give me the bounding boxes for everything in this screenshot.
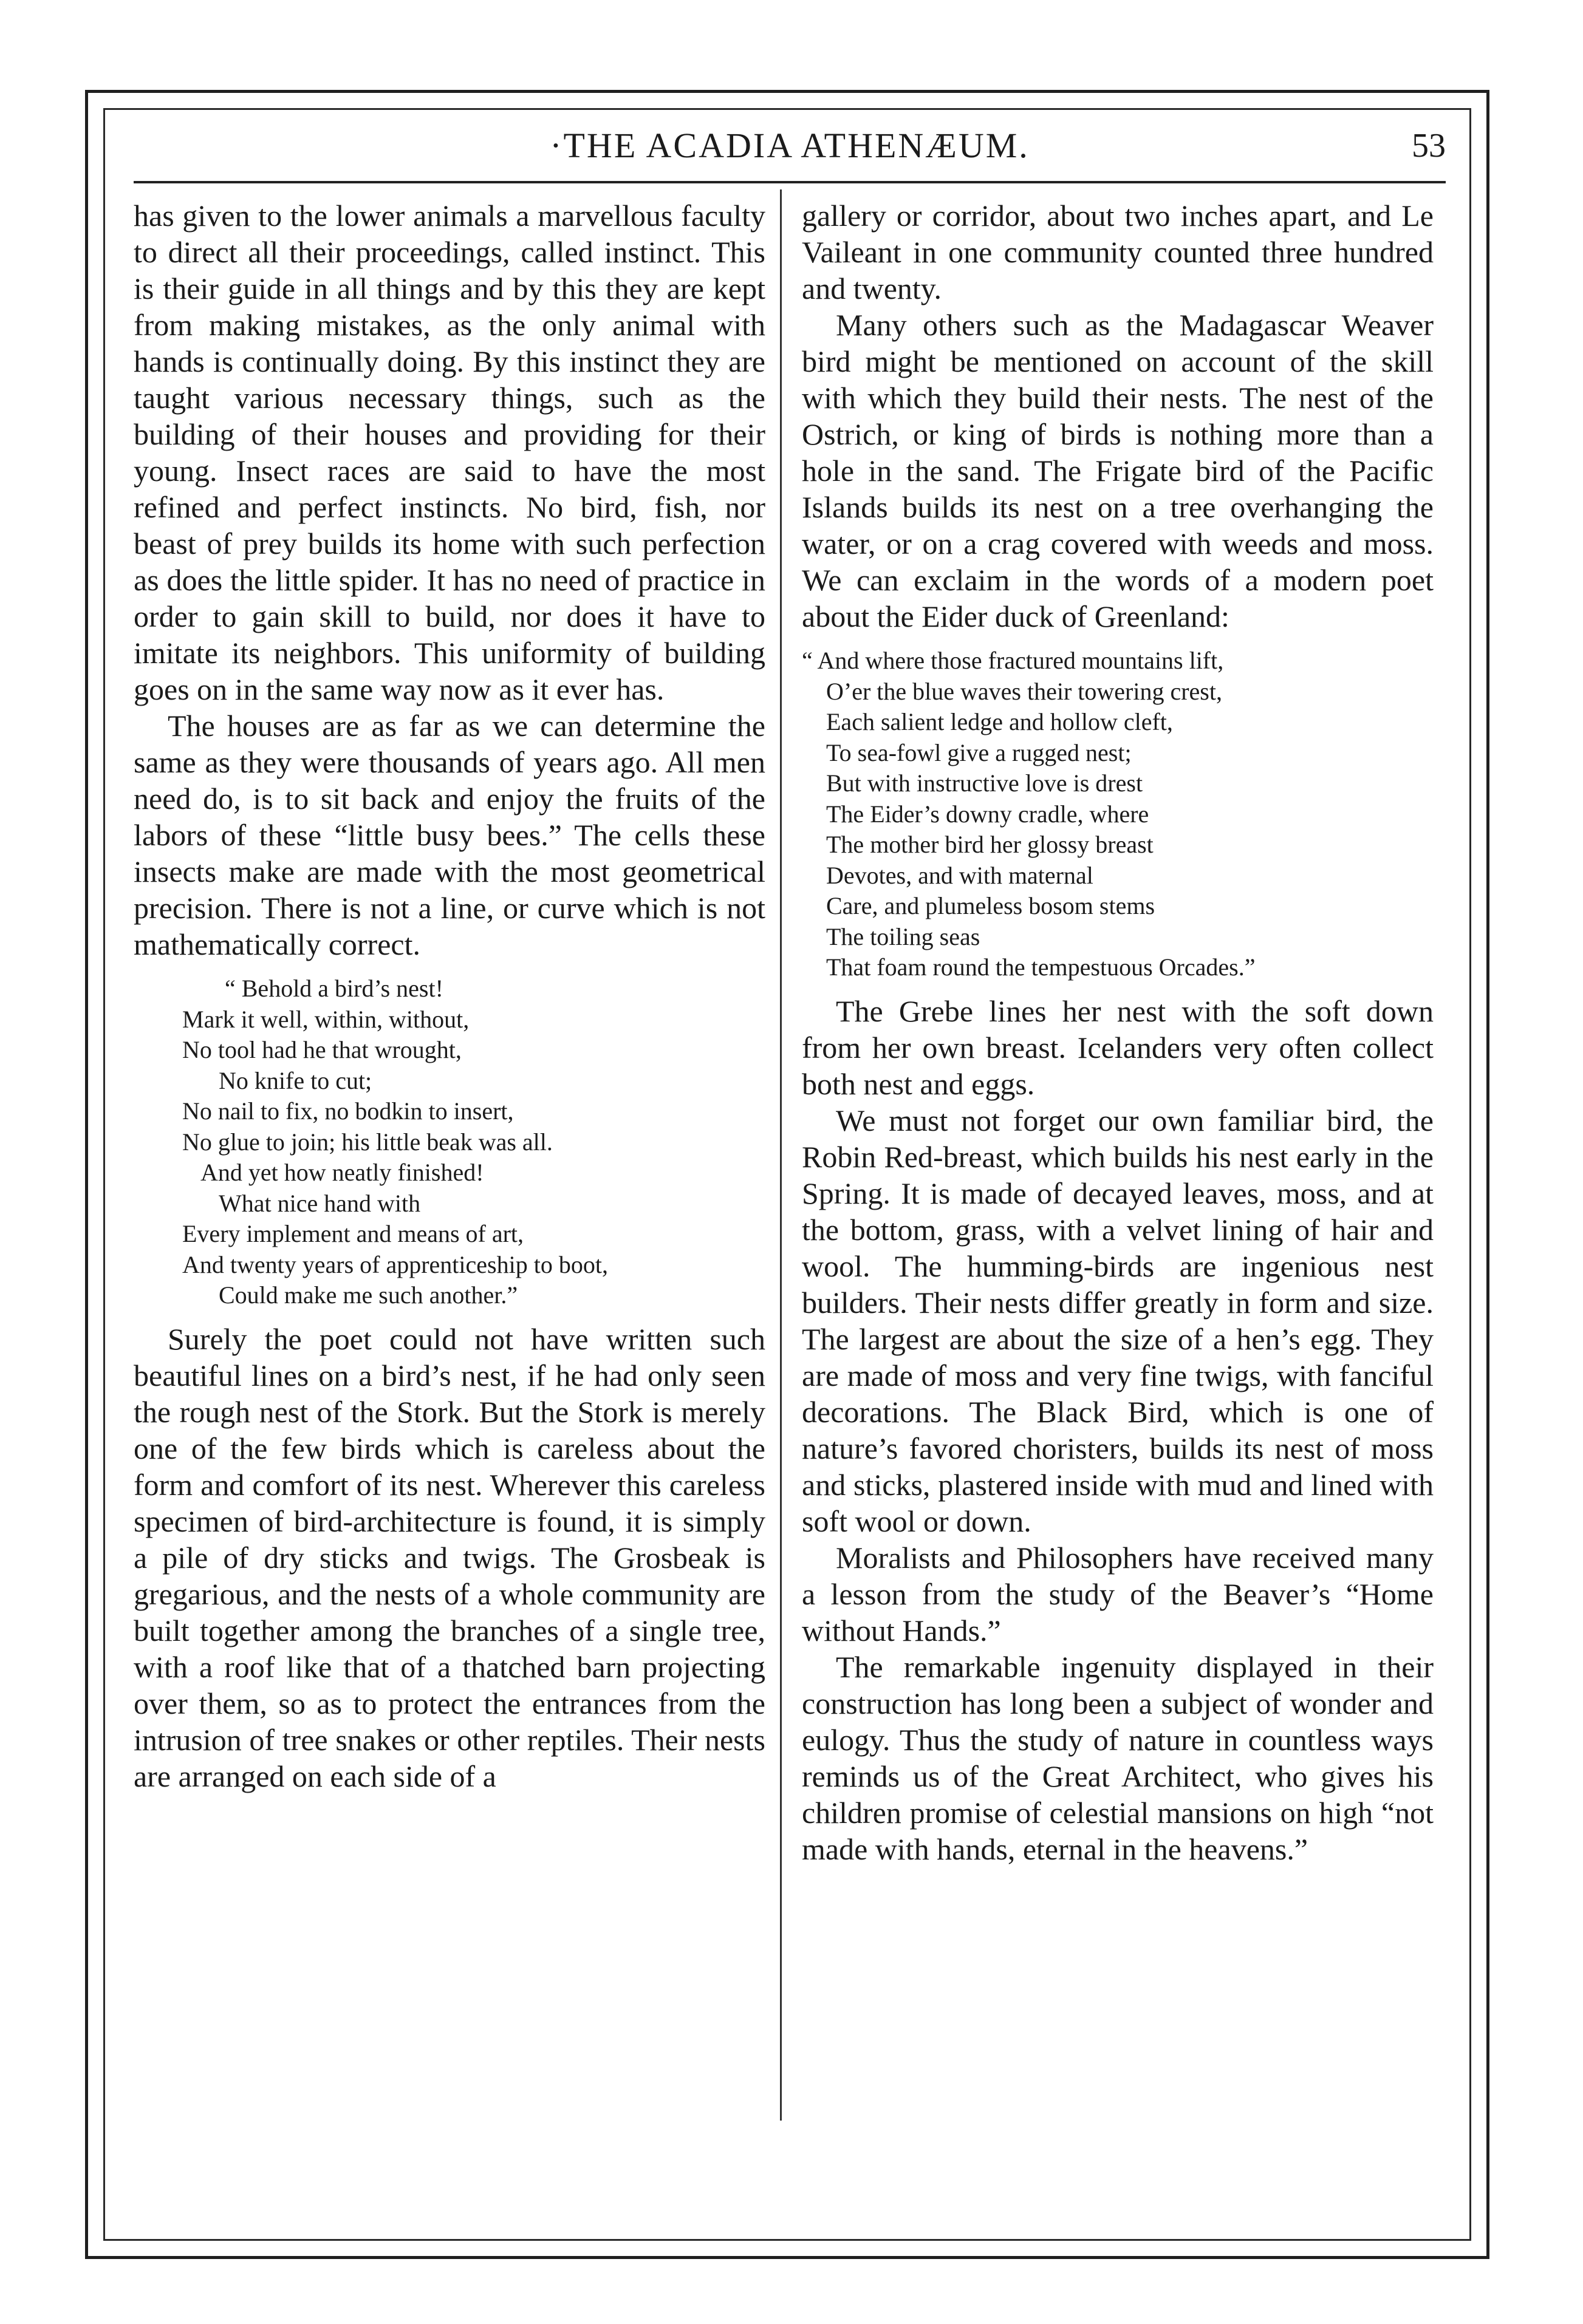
right-paragraph-1: gallery or corridor, about two inches apart, and Le Vaileant in one community counted three hundred and twenty. bbox=[802, 199, 1434, 305]
poem-line: That foam round the tempestuous Orcades.” bbox=[826, 953, 1256, 981]
running-head bbox=[134, 121, 1446, 170]
poem-line: Could make me such another.” bbox=[219, 1281, 518, 1309]
poem-line: No knife to cut; bbox=[219, 1066, 372, 1094]
poem-line: “ And where those fractured mountains lift, bbox=[802, 647, 1224, 674]
right-column bbox=[802, 197, 1434, 1867]
poem-line: What nice hand with bbox=[219, 1189, 421, 1217]
poem-line: To sea-fowl give a rugged nest; bbox=[826, 738, 1132, 766]
poem-line: And twenty years of apprenticeship to boot, bbox=[182, 1250, 608, 1278]
right-paragraph-6: The remarkable ingenuity displayed in their construction has long been a subject of wonder and eulogy. Thus the study of nature in countless ways reminds us of the Great Architect, who gives his children promise of celestial mansions on high “not made with hands, eternal in the heavens.” bbox=[802, 1649, 1434, 1866]
right-paragraph-3: The Grebe lines her nest with the soft down from her own breast. Icelanders very often collect both nest and eggs. bbox=[802, 993, 1434, 1101]
poem-line: No nail to fix, no bodkin to insert, bbox=[182, 1097, 514, 1125]
poem-line: But with instructive love is drest bbox=[826, 769, 1143, 797]
poem-line: Care, and plumeless bosom stems bbox=[826, 892, 1155, 919]
poem-line: O’er the blue waves their towering crest, bbox=[826, 677, 1222, 705]
poem-line: “ Behold a bird’s nest! bbox=[225, 975, 443, 1002]
right-paragraph-2: Many others such as the Madagascar Weaver bird might be mentioned on account of the skill with which they build their nests. The nest of the Ostrich, or king of birds is nothing more than a hole in the sand. The Frigate bird of the Pacific Islands builds its nest on a tree overhanging the water, or on a crag covered with weeds and moss. We can exclaim in the words of a modern poet about the Eider duck of Greenland: bbox=[802, 308, 1434, 633]
poem-line: Mark it well, within, without, bbox=[182, 1005, 470, 1033]
poem-line: Devotes, and with maternal bbox=[826, 861, 1093, 889]
right-paragraph-5: Moralists and Philosophers have received many a lesson from the study of the Beaver’s “Home without Hands.” bbox=[802, 1540, 1434, 1648]
page-number: 53 bbox=[1412, 127, 1446, 165]
poem-line: No glue to join; his little beak was all. bbox=[182, 1128, 553, 1156]
left-column bbox=[134, 197, 765, 1794]
poem-line: Each salient ledge and hollow cleft, bbox=[826, 708, 1173, 735]
poem-line: Every implement and means of art, bbox=[182, 1220, 524, 1247]
left-paragraph-2: The houses are as far as we can determine the same as they were thousands of years ago. All men need do, is to sit back and enjoy the fruits of the labors of these “little busy bees.” The cells these insects make are made with the most geometrical precision. There is not a line, or curve which is not mathematically correct. bbox=[134, 709, 765, 961]
poem-line: The Eider’s downy cradle, where bbox=[826, 800, 1149, 828]
eider-duck-poem bbox=[802, 646, 1434, 983]
header-rule bbox=[134, 181, 1446, 183]
left-paragraph-1: has given to the lower animals a marvellous faculty to direct all their proceedings, called instinct. This is their guide in all things and by this they are kept from making mistakes, as the only animal with hands is continually doing. By this instinct they are taught various necessary things, such as the building of their houses and providing for their young. Insect races are said to have the most refined and perfect instincts. No bird, fish, nor beast of prey builds its home with such perfection as does the little spider. It has no need of practice in order to gain skill to build, nor does it have to imitate its neighbors. This uniformity of building goes on in the same way now as it ever has. bbox=[134, 199, 765, 706]
poem-line: The toiling seas bbox=[826, 922, 980, 950]
left-paragraph-3: Surely the poet could not have written such beautiful lines on a bird’s nest, if he had only seen the rough nest of the Stork. But the Stork is merely one of the few birds which is careless about the form and comfort of its nest. Wherever this careless specimen of bird-architecture is found, it is simply a pile of dry sticks and twigs. The Grosbeak is gregarious, and the nests of a whole community are built together among the branches of a single tree, with a roof like that of a thatched barn projecting over them, so as to protect the entrances from the intrusion of tree snakes or other reptiles. Their nests are arranged on each side of a bbox=[134, 1321, 765, 1793]
poem-line: And yet how neatly finished! bbox=[200, 1159, 484, 1186]
poem-line: No tool had he that wrought, bbox=[182, 1036, 462, 1063]
poem-line: The mother bird her glossy breast bbox=[826, 831, 1154, 858]
bird-nest-poem bbox=[134, 973, 765, 1311]
column-divider bbox=[780, 189, 782, 2121]
right-paragraph-4: We must not forget our own familiar bird, the Robin Red-breast, which builds his nest early in the Spring. It is made of decayed leaves, moss, and at the bottom, grass, with a velvet lining of hair and wool. The humming-birds are ingenious nest builders. Their nests differ greatly in form and size. The largest are about the size of a hen’s egg. They are made of moss and very fine twigs, with fanciful decorations. The Black Bird, which is one of nature’s favored choristers, builds its nest of moss and sticks, plastered inside with mud and lined with soft wool or down. bbox=[802, 1103, 1434, 1538]
running-title: ·THE ACADIA ATHENÆUM. bbox=[550, 126, 1030, 165]
